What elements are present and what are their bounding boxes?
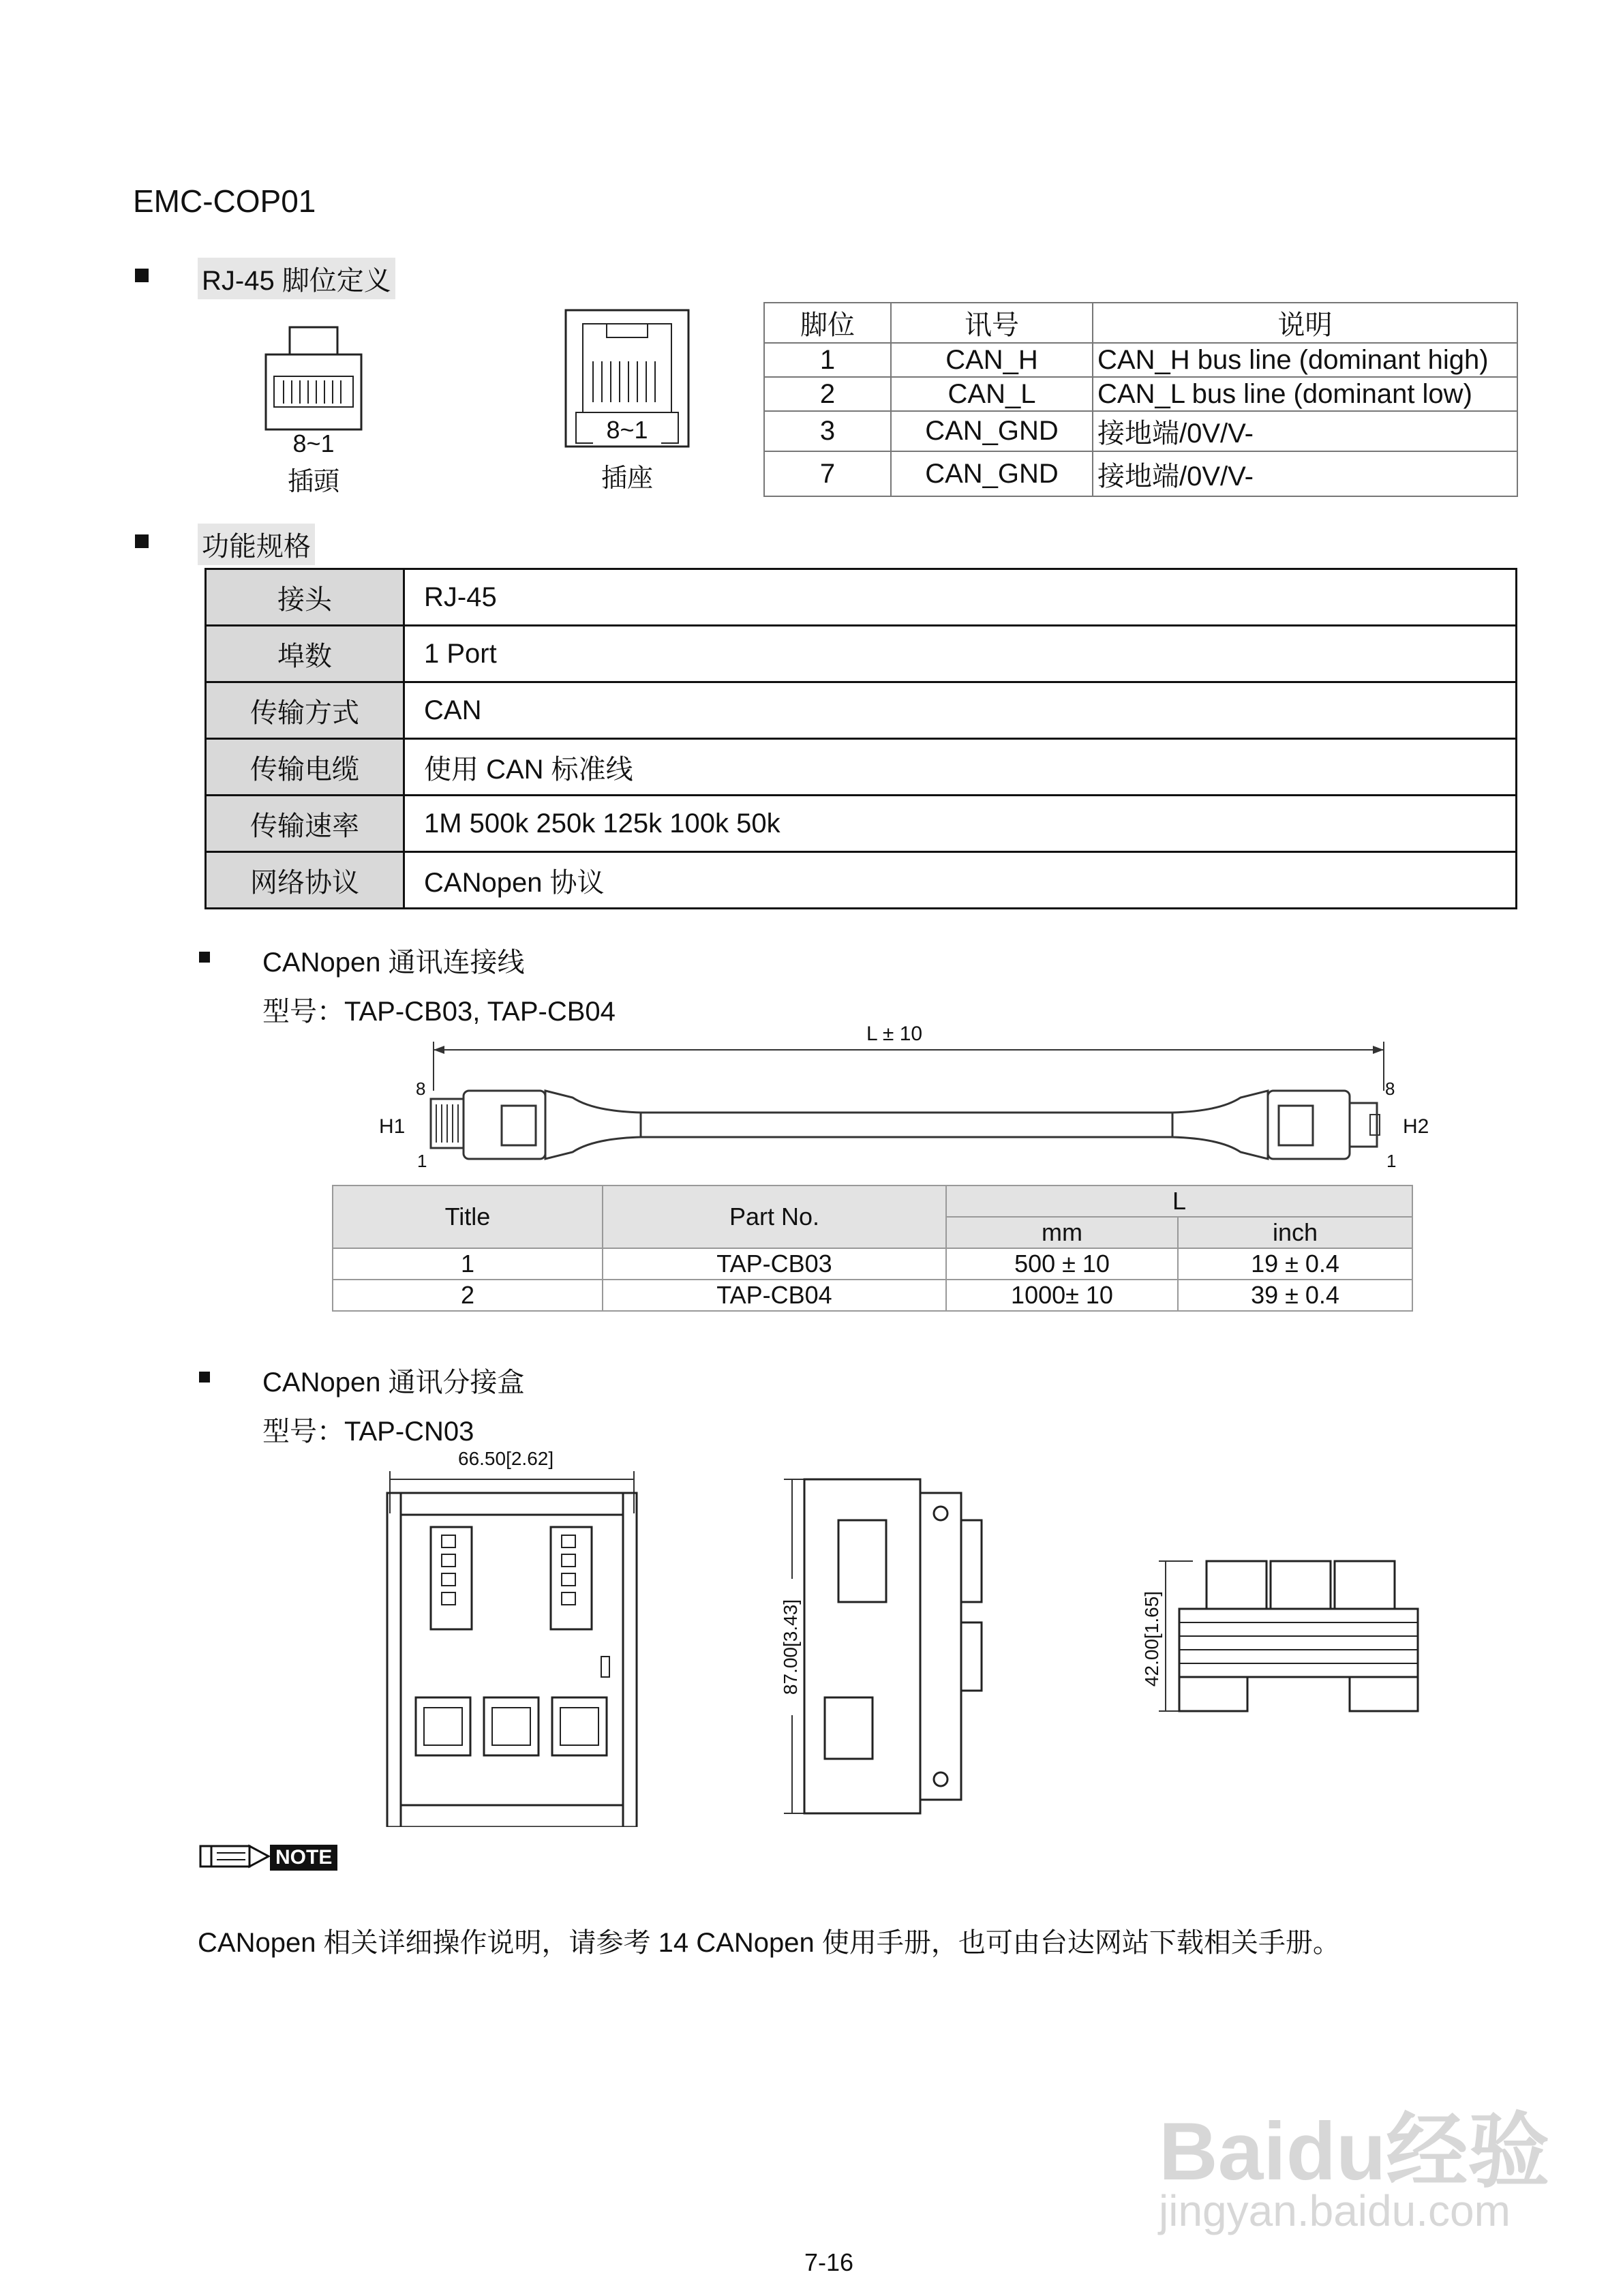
spec-value: 1M 500k 250k 125k 100k 50k	[404, 796, 1517, 852]
page-title: EMC-COP01	[133, 183, 316, 219]
signal-col-header: 讯号	[891, 303, 1093, 343]
spec-value: 1 Port	[404, 626, 1517, 682]
spec-value: CANopen 协议	[404, 852, 1517, 909]
rj45-plug-icon	[259, 320, 368, 436]
cable-diagram	[368, 1023, 1445, 1186]
inch-cell: 19 ± 0.4	[1178, 1248, 1412, 1280]
spec-label: 网络协议	[206, 852, 404, 909]
pencil-icon	[198, 1841, 273, 1872]
spec-table	[204, 568, 1517, 909]
spec-label: 埠数	[206, 626, 404, 682]
part-col-header: Part No.	[603, 1185, 946, 1248]
mm-col-header: mm	[946, 1217, 1178, 1248]
desc-cell: CAN_H bus line (dominant high)	[1093, 343, 1517, 377]
cable-end-right: H2	[1403, 1115, 1429, 1138]
table-row	[764, 451, 1517, 496]
pin-cell: 2	[764, 377, 891, 411]
socket-pin-label: 8~1	[593, 416, 661, 444]
dim-height-label: 87.00[3.43]	[780, 1579, 802, 1715]
pin-bottom-right: 1	[1386, 1151, 1397, 1171]
desc-cell: CAN_L bus line (dominant low)	[1093, 377, 1517, 411]
desc-cell: 接地端/0V/V-	[1093, 411, 1517, 451]
table-row	[764, 377, 1517, 411]
bullet-icon	[135, 534, 149, 548]
spec-value: 使用 CAN 标准线	[404, 739, 1517, 796]
table-row	[206, 569, 1517, 626]
spec-label: 传输速率	[206, 796, 404, 852]
part-table-header	[333, 1185, 1412, 1217]
signal-cell: CAN_GND	[891, 451, 1093, 496]
inch-cell: 39 ± 0.4	[1178, 1280, 1412, 1311]
table-row	[206, 739, 1517, 796]
table-row	[333, 1248, 1412, 1280]
dim-depth-label: 42.00[1.65]	[1141, 1571, 1163, 1707]
pin-cell: 7	[764, 451, 891, 496]
mm-cell: 500 ± 10	[946, 1248, 1178, 1280]
cable-end-left: H1	[379, 1115, 406, 1138]
box-side-view	[777, 1466, 995, 1827]
spec-value: CAN	[404, 682, 1517, 739]
table-row	[764, 411, 1517, 451]
mm-cell: 1000± 10	[946, 1280, 1178, 1311]
watermark-logo: Baidu经验	[1159, 2106, 1550, 2197]
section-heading-pinout: RJ-45 脚位定义	[198, 258, 395, 299]
table-row	[206, 852, 1517, 909]
page-number: 7-16	[804, 2248, 854, 2276]
table-row	[206, 682, 1517, 739]
pin-col-header: 脚位	[764, 303, 891, 343]
note-text: CANopen 相关详细操作说明，请参考 14 CANopen 使用手册，也可由台达网站下载相关手册。	[198, 1928, 1340, 1958]
title-cell: 2	[333, 1280, 603, 1311]
cable-length-label: L ± 10	[862, 1023, 926, 1046]
spec-label: 传输电缆	[206, 739, 404, 796]
part-table	[332, 1185, 1413, 1312]
signal-cell: CAN_L	[891, 377, 1093, 411]
table-row	[206, 796, 1517, 852]
bullet-icon	[199, 952, 210, 963]
watermark-url: jingyan.baidu.com	[1159, 2186, 1511, 2235]
pin-bottom-left: 1	[417, 1151, 427, 1171]
socket-caption: 插座	[601, 464, 653, 493]
bullet-icon	[135, 269, 149, 282]
desc-col-header: 说明	[1093, 303, 1517, 343]
box-front-view	[382, 1459, 641, 1827]
title-col-header: Title	[333, 1185, 603, 1248]
section-heading-cable: CANopen 通讯连接线	[262, 948, 525, 978]
plug-pin-label: 8~1	[292, 429, 335, 457]
part-cell: TAP-CB03	[603, 1248, 946, 1280]
spec-value: RJ-45	[404, 569, 1517, 626]
spec-label: 传输方式	[206, 682, 404, 739]
pin-cell: 3	[764, 411, 891, 451]
bullet-icon	[199, 1372, 210, 1383]
section-heading-spec: 功能规格	[198, 524, 315, 565]
signal-cell: CAN_GND	[891, 411, 1093, 451]
inch-col-header: inch	[1178, 1217, 1412, 1248]
spec-label: 接头	[206, 569, 404, 626]
cable-model: 型号：TAP-CB03, TAP-CB04	[262, 997, 616, 1027]
pin-top-left: 8	[416, 1078, 426, 1099]
pin-cell: 1	[764, 343, 891, 377]
table-row	[206, 626, 1517, 682]
pin-table	[763, 302, 1518, 497]
length-col-header: L	[946, 1185, 1412, 1217]
note-badge: NOTE	[270, 1845, 337, 1871]
signal-cell: CAN_H	[891, 343, 1093, 377]
dim-width-label: 66.50[2.62]	[458, 1448, 554, 1469]
plug-caption: 插頭	[287, 468, 339, 496]
box-top-view	[1145, 1547, 1431, 1725]
box-model: 型号：TAP-CN03	[262, 1417, 474, 1447]
title-cell: 1	[333, 1248, 603, 1280]
part-cell: TAP-CB04	[603, 1280, 946, 1311]
desc-cell: 接地端/0V/V-	[1093, 451, 1517, 496]
pin-top-right: 8	[1385, 1078, 1395, 1099]
section-heading-box: CANopen 通讯分接盒	[262, 1368, 525, 1398]
table-row	[333, 1280, 1412, 1311]
pin-table-header	[764, 303, 1517, 343]
table-row	[764, 343, 1517, 377]
